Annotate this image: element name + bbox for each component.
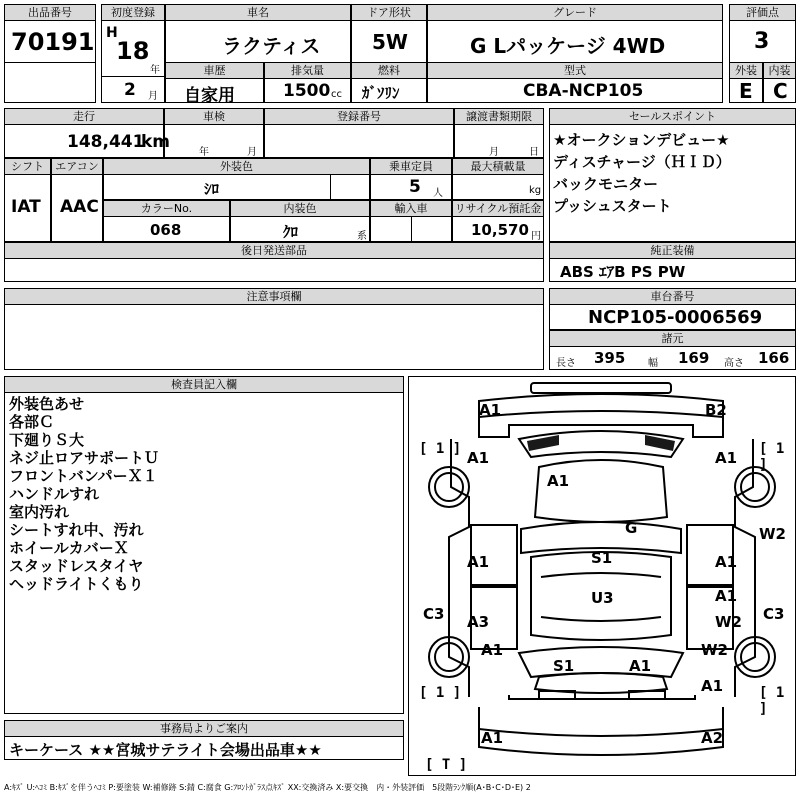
lot-no-label: 出品番号 <box>4 4 96 21</box>
tire-mark: [ 1 ] <box>759 441 785 473</box>
length-label: 長さ <box>556 358 576 369</box>
damage-mark: A1 <box>481 729 504 747</box>
import-divider <box>411 217 412 241</box>
color-cell <box>103 174 370 200</box>
width: 169 <box>678 349 710 367</box>
lot-no-cell <box>4 20 96 63</box>
car-name: ラクティス <box>222 34 321 58</box>
exterior-cell <box>729 78 763 103</box>
chassis-number: NCP105-0006569 <box>588 307 763 328</box>
car-name-cell <box>165 20 351 63</box>
damage-mark: A1 <box>715 553 738 571</box>
capacity-unit: 人 <box>433 188 443 199</box>
model-cell <box>427 78 723 103</box>
damage-mark: A1 <box>629 657 652 675</box>
car-diagram-svg <box>409 377 795 775</box>
office-label: 事務局よりご案内 <box>4 720 404 737</box>
door-label: ドア形状 <box>351 4 427 21</box>
damage-mark: A1 <box>547 472 570 490</box>
notes-cell <box>4 304 544 370</box>
month-unit: 月 <box>148 91 158 102</box>
door: 5W <box>372 30 408 54</box>
lot-no-blank <box>4 62 96 103</box>
model: CBA-NCP105 <box>523 81 644 101</box>
first-reg-label: 初度登録 <box>101 4 165 21</box>
inspector-label: 検査員記入欄 <box>4 376 404 393</box>
displacement-cell <box>264 78 351 103</box>
sales-point: ★オークションデビュー★ <box>553 131 730 149</box>
int-color: ｸﾛ <box>283 223 299 241</box>
inspector-line: 下廻りＳ大 <box>9 431 85 449</box>
damage-mark: A1 <box>467 449 490 467</box>
damage-mark: B2 <box>705 401 727 419</box>
grade-label: グレード <box>427 4 723 21</box>
damage-mark: A1 <box>701 677 724 695</box>
fuel-cell <box>351 78 427 103</box>
length: 395 <box>594 349 626 367</box>
damage-mark: A1 <box>481 641 504 659</box>
exterior-label: 外装 <box>729 62 763 79</box>
int-color-label: 内装色 <box>230 200 370 217</box>
damage-mark: S1 <box>553 657 575 675</box>
specs-cell <box>549 346 796 370</box>
history-label: 車歴 <box>165 62 264 79</box>
reg-month: 2 <box>124 80 136 100</box>
notes-label: 注意事項欄 <box>4 288 544 305</box>
office-message: キーケース ★★宮城サテライト会場出品車★★ <box>9 741 322 759</box>
import-label: 輸入車 <box>370 200 452 217</box>
car-diagram <box>408 376 796 776</box>
recycle-cell <box>452 216 544 242</box>
grade-cell <box>427 20 723 63</box>
inspection-label: 車検 <box>164 108 264 125</box>
history-cell <box>165 78 264 106</box>
damage-mark: A1 <box>715 449 738 467</box>
damage-mark: A1 <box>479 401 502 419</box>
era: H <box>106 25 118 41</box>
color-divider <box>330 175 331 199</box>
damage-mark: G <box>625 519 638 537</box>
damage-mark: A1 <box>467 553 490 571</box>
mileage-cell <box>4 124 171 158</box>
transfer-month-unit: 月 <box>489 147 499 158</box>
inspector-line: シートすれ中、汚れ <box>9 521 144 539</box>
tire-mark: [ 1 ] <box>419 685 462 701</box>
damage-mark: S1 <box>591 549 613 567</box>
damage-mark: W2 <box>701 641 728 659</box>
interior-label: 内装 <box>763 62 796 79</box>
cc-unit: cc <box>331 89 342 100</box>
history: 自家用 <box>184 86 235 106</box>
damage-mark: A3 <box>467 613 490 631</box>
transfer-label: 譲渡書類期限 <box>454 108 544 125</box>
equipment-label: 純正装備 <box>549 242 796 259</box>
recycle: 10,570 <box>471 221 529 239</box>
inspector-line: 外装色あせ <box>9 395 85 413</box>
inspector-line: フロントバンパーＸ１ <box>9 467 158 485</box>
capacity-label: 乗車定員 <box>370 158 452 175</box>
shift-label: シフト <box>4 158 51 175</box>
first-reg-cell <box>101 20 165 77</box>
damage-mark: U3 <box>591 589 614 607</box>
grade: G Lパッケージ 4WD <box>470 34 666 58</box>
recycle-unit: 円 <box>531 231 541 242</box>
transfer-day-unit: 日 <box>529 147 539 158</box>
int-color-cell <box>230 216 370 242</box>
regno-label: 登録番号 <box>264 108 454 125</box>
displacement-label: 排気量 <box>264 62 351 79</box>
sales-point: プッシュスタート <box>553 197 672 215</box>
exterior-grade: E <box>739 79 753 103</box>
fuel-label: 燃料 <box>351 62 427 79</box>
int-color-unit: 系 <box>357 231 367 242</box>
shift: IAT <box>11 197 41 217</box>
later-parts-label: 後日発送部品 <box>4 242 544 259</box>
displacement: 1500 <box>283 81 331 101</box>
inspector-line: 各部Ｃ <box>9 413 55 431</box>
score-label: 評価点 <box>729 4 796 21</box>
inspector-line: ヘッドライトくもり <box>9 575 144 593</box>
regno-cell <box>264 124 454 158</box>
load-unit: kg <box>529 185 542 196</box>
capacity-cell <box>370 174 452 200</box>
mileage-label: 走行 <box>4 108 164 125</box>
recycle-label: リサイクル預託金 <box>452 200 544 217</box>
sales-point: バックモニター <box>553 175 659 193</box>
equipment-cell <box>549 258 796 282</box>
later-parts-cell <box>4 258 544 282</box>
color: ｼﾛ <box>204 180 220 198</box>
model-label: 型式 <box>427 62 723 79</box>
inspector-cell <box>4 392 404 714</box>
ac: AAC <box>60 197 99 217</box>
tire-mark: [ T ] <box>425 757 468 773</box>
ac-cell <box>51 174 103 242</box>
reg-year: 18 <box>116 37 150 65</box>
score-cell <box>729 20 796 63</box>
sales-cell <box>549 124 796 242</box>
tire-mark: [ 1 ] <box>419 441 462 457</box>
tire-mark: [ 1 ] <box>759 685 785 717</box>
fuel: ｶﾞｿﾘﾝ <box>362 84 400 102</box>
import-cell <box>370 216 452 242</box>
legend: A:ｷｽﾞ U:ﾍｺﾐ B:ｷｽﾞを伴うﾍｺﾐ P:要塗装 W:補修跡 S:錆 C:腐食 G:ﾌﾛﾝﾄｶﾞﾗｽ点ｷｽﾞ XX:交換済み X:要交換 内・外装評価 5段階ﾗﾝｸ順(A･B･C･D･E) 2 <box>4 783 531 792</box>
damage-mark: W2 <box>759 525 786 543</box>
shift-cell <box>4 174 51 242</box>
reg-month-cell <box>101 76 165 103</box>
capacity: 5 <box>409 177 421 197</box>
color-no-label: カラーNo. <box>103 200 230 217</box>
damage-mark: C3 <box>423 605 445 623</box>
color-no-cell <box>103 216 230 242</box>
mileage-unit: km <box>141 132 171 152</box>
inspector-line: ホイールカバーＸ <box>9 539 129 557</box>
office-cell <box>4 736 404 760</box>
chassis-cell <box>549 304 796 330</box>
ac-label: エアコン <box>51 158 103 175</box>
transfer-cell <box>454 124 544 158</box>
damage-mark: A2 <box>701 729 724 747</box>
color-label: 外装色 <box>103 158 370 175</box>
chassis-label: 車台番号 <box>549 288 796 305</box>
height: 166 <box>758 349 790 367</box>
insp-year-unit: 年 <box>199 147 209 158</box>
inspector-line: スタッドレスタイヤ <box>9 557 144 575</box>
inspector-line: ハンドルすれ <box>9 485 100 503</box>
load-label: 最大積載量 <box>452 158 544 175</box>
damage-mark: C3 <box>763 605 785 623</box>
width-label: 幅 <box>648 358 658 369</box>
lot-no: 70191 <box>11 28 95 56</box>
interior-grade: C <box>773 79 788 103</box>
load-cell <box>452 174 544 200</box>
sales-label: セールスポイント <box>549 108 796 125</box>
specs-label: 諸元 <box>549 330 796 347</box>
car-name-label: 車名 <box>165 4 351 21</box>
equipment: ABS ｴｱB PS PW <box>560 263 686 281</box>
height-label: 高さ <box>724 358 744 369</box>
insp-month-unit: 月 <box>247 147 257 158</box>
inspection-cell <box>164 124 264 158</box>
mileage: 148,441 <box>67 132 145 152</box>
interior-cell <box>763 78 796 103</box>
score: 3 <box>754 29 770 54</box>
year-unit: 年 <box>150 65 160 76</box>
inspector-line: ネジ止ロアサポートＵ <box>9 449 160 467</box>
sales-point: ディスチャージ（ＨＩＤ） <box>553 153 731 171</box>
damage-mark: W2 <box>715 613 742 631</box>
color-no: 068 <box>150 221 182 239</box>
damage-mark: A1 <box>715 587 738 605</box>
inspector-line: 室内汚れ <box>9 503 70 521</box>
door-cell <box>351 20 427 63</box>
